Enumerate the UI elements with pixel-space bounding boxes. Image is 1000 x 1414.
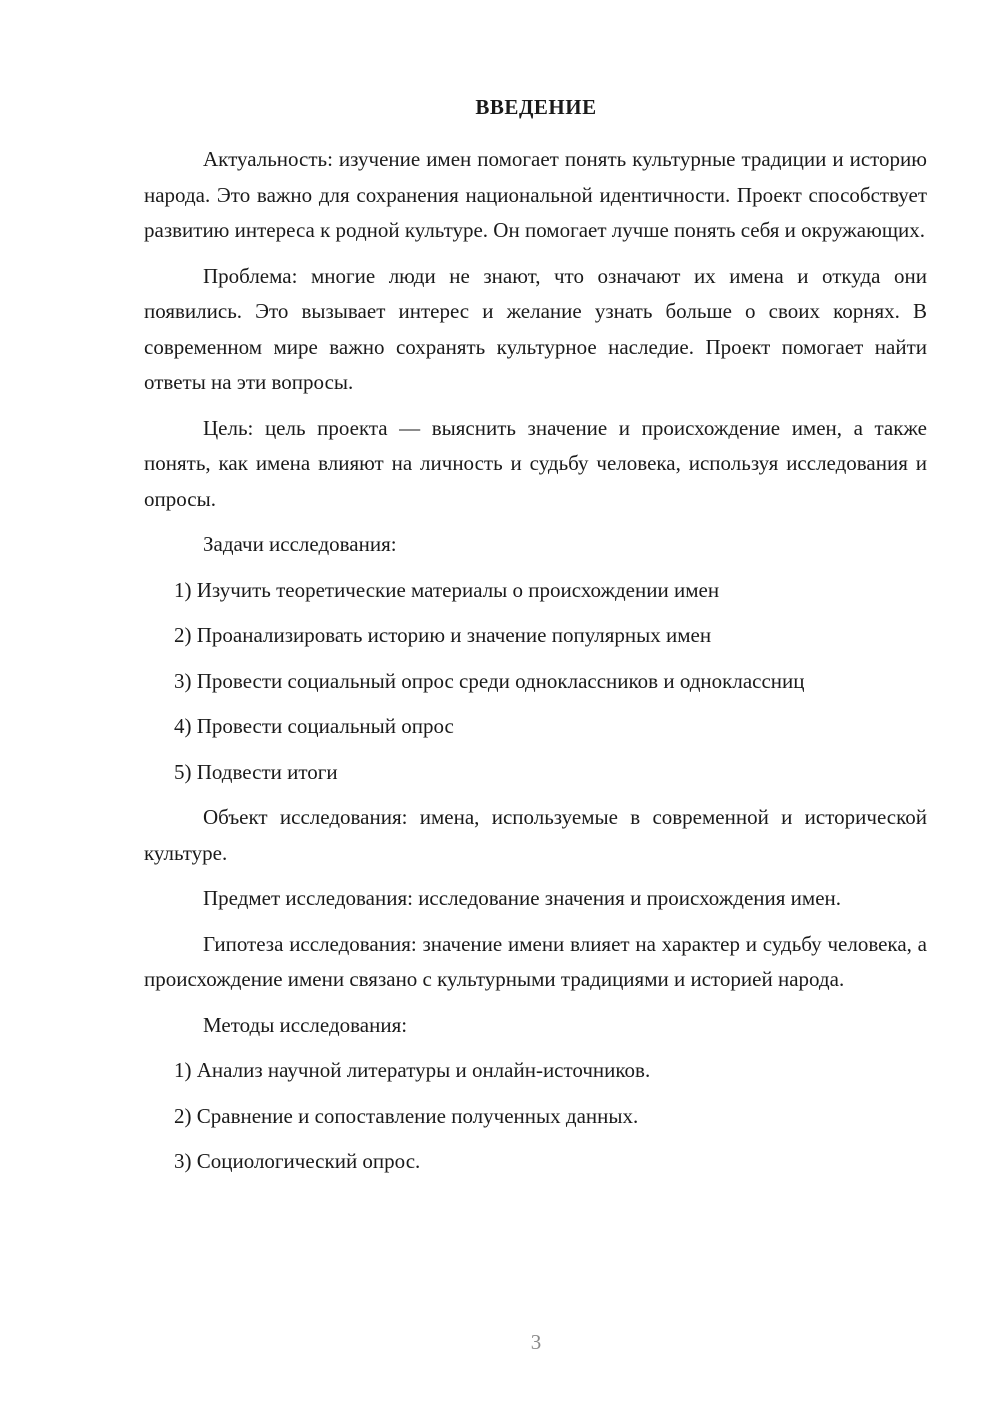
hypothesis-paragraph: Гипотеза исследования: значение имени влияет на характер и судьбу человека, а происхождение имени связано с культурными традициями и историей народа. <box>144 931 927 991</box>
list-item: 3) Провести социальный опрос среди одноклассников и одноклассниц <box>174 668 805 693</box>
goal-paragraph: Цель: цель проекта — выяснить значение и происхождение имен, а также понять, как имена влияют на личность и судьбу человека, используя исследования и опросы. <box>144 415 927 511</box>
page-number: 3 <box>530 1330 542 1354</box>
methods-list <box>144 1053 927 1180</box>
subject-paragraph: Предмет исследования: исследование значения и происхождения имен. <box>203 886 841 910</box>
tasks-heading: Задачи исследования: <box>203 532 397 556</box>
relevance-paragraph: Актуальность: изучение имен помогает понять культурные традиции и историю народа. Это важно для сохранения национальной идентичности. Проект способствует развитию интереса к родной культуре. Он помогает лучше понять себя и окружающих. <box>144 147 927 242</box>
document-body <box>144 142 927 1190</box>
list-item: 2) Проанализировать историю и значение популярных имен <box>174 623 712 647</box>
list-item: 3) Социологический опрос. <box>174 1149 421 1173</box>
list-item: 2) Сравнение и сопоставление полученных данных. <box>174 1103 639 1128</box>
object-paragraph: Объект исследования: имена, используемые в современной и исторической культуре. <box>144 805 927 865</box>
page-title: ВВЕДЕНИЕ <box>475 95 597 119</box>
list-item: 4) Провести социальный опрос <box>174 714 454 738</box>
list-item: 1) Анализ научной литературы и онлайн-источников. <box>174 1058 651 1082</box>
methods-heading: Методы исследования: <box>203 1012 408 1037</box>
tasks-list <box>144 573 927 791</box>
list-item: 1) Изучить теоретические материалы о происхождении имен <box>174 577 720 602</box>
problem-paragraph: Проблема: многие люди не знают, что означают их имена и откуда они появились. Это вызывает интерес и желание узнать больше о своих корнях. В современном мире важно сохранять культурное наследие. Проект помогает найти ответы на эти вопросы. <box>144 263 927 394</box>
list-item: 5) Подвести итоги <box>174 759 338 784</box>
